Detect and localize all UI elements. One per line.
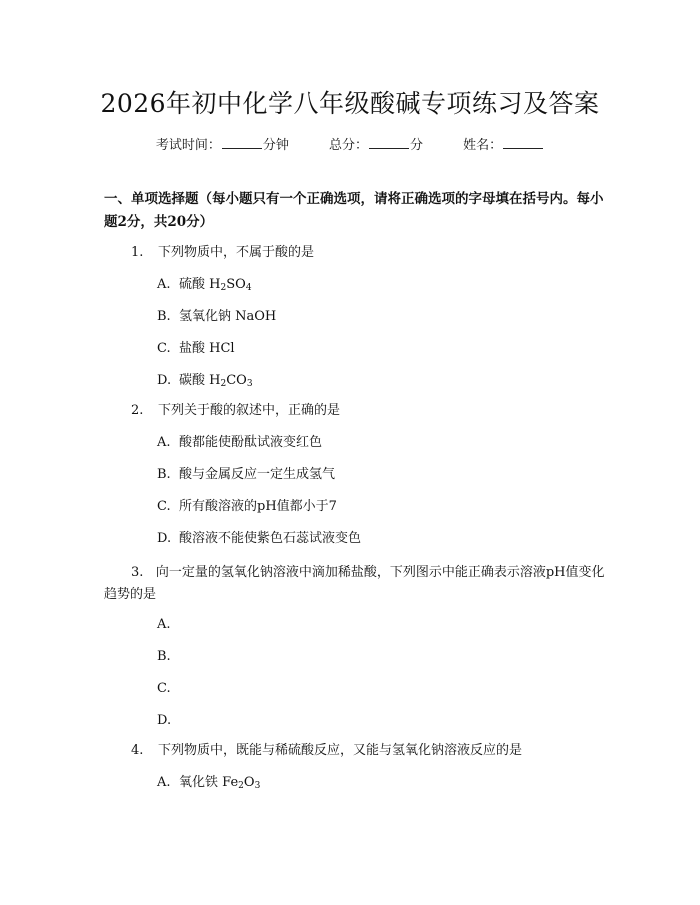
option-text: 所有酸溶液的pH值都小于7 bbox=[179, 499, 337, 514]
exam-meta-line bbox=[0, 134, 700, 153]
exam-time-unit: 分钟 bbox=[262, 138, 289, 153]
question-number: 2. bbox=[131, 403, 144, 418]
student-name-blank bbox=[503, 136, 543, 149]
total-score-field bbox=[329, 134, 423, 153]
total-score-label: 总分： bbox=[328, 138, 368, 153]
question-3 bbox=[104, 562, 614, 606]
question-2-option-a bbox=[157, 434, 322, 452]
question-3-option-c bbox=[157, 680, 179, 698]
question-3-option-d bbox=[157, 712, 179, 730]
question-3-option-a bbox=[157, 616, 179, 634]
option-text: 酸与金属反应一定生成氢气 bbox=[179, 467, 336, 482]
option-letter: B. bbox=[157, 467, 171, 482]
option-letter: D. bbox=[157, 713, 172, 728]
option-letter: B. bbox=[157, 649, 171, 664]
question-number: 4. bbox=[131, 743, 144, 758]
question-text: 下列关于酸的叙述中，正确的是 bbox=[158, 403, 341, 418]
option-letter: C. bbox=[157, 341, 171, 356]
exam-time-label: 考试时间： bbox=[155, 138, 221, 153]
question-2-option-c bbox=[157, 498, 337, 516]
option-text: 硫酸 bbox=[179, 277, 206, 292]
option-letter: A. bbox=[157, 277, 171, 292]
question-1-option-b bbox=[157, 308, 276, 326]
question-number-label: 3. bbox=[131, 565, 144, 580]
option-formula: $H_2CO_3$ bbox=[209, 373, 253, 389]
question-3-option-b bbox=[157, 648, 179, 666]
option-text: 碳酸 bbox=[179, 373, 206, 388]
total-score-unit: 分 bbox=[410, 138, 424, 153]
question-text: 下列物质中，不属于酸的是 bbox=[158, 245, 315, 260]
question-2-option-b bbox=[157, 466, 335, 484]
option-letter: C. bbox=[157, 681, 171, 696]
exam-time-blank bbox=[222, 136, 262, 149]
question-number: 1. bbox=[131, 245, 144, 260]
option-letter: D. bbox=[157, 531, 172, 546]
option-letter: C. bbox=[157, 499, 171, 514]
question-2-option-d bbox=[157, 530, 361, 548]
option-letter: A. bbox=[157, 617, 171, 632]
question-1 bbox=[131, 242, 611, 264]
page-title: 2026年初中化学八年级酸碱专项练习及答案 bbox=[100, 89, 600, 118]
question-text: 向一定量的氢氧化钠溶液中滴加稀盐酸，下列图示中能正确表示溶液pH值变化趋势的是 bbox=[104, 565, 605, 602]
question-2 bbox=[131, 400, 611, 422]
question-1-option-c bbox=[157, 340, 235, 358]
question-1-option-a bbox=[157, 276, 252, 297]
question-text: 下列物质中，既能与稀硫酸反应，又能与氢氧化钠溶液反应的是 bbox=[158, 743, 523, 758]
option-text: 盐酸 HCl bbox=[179, 341, 235, 356]
question-4-option-a bbox=[157, 774, 260, 795]
section-heading: 一、单项选择题（每小题只有一个正确选项，请将正确选项的字母填在括号内。每小题2分，共20分） bbox=[104, 191, 604, 230]
question-4 bbox=[131, 740, 611, 762]
option-text: 酸溶液不能使紫色石蕊试液变色 bbox=[179, 531, 362, 546]
student-name-field bbox=[463, 134, 544, 153]
total-score-blank bbox=[369, 136, 409, 149]
option-letter: A. bbox=[157, 435, 171, 450]
student-name-label: 姓名： bbox=[463, 138, 503, 153]
option-text: 酸都能使酚酞试液变红色 bbox=[179, 435, 323, 450]
option-formula: $Fe_2O_3$ bbox=[222, 775, 261, 791]
option-text: 氧化铁 bbox=[179, 775, 219, 790]
question-1-option-d bbox=[157, 372, 253, 393]
option-letter: A. bbox=[157, 775, 171, 790]
option-letter: D. bbox=[157, 373, 172, 388]
exam-time-field bbox=[156, 134, 289, 153]
option-letter: B. bbox=[157, 309, 171, 324]
option-text: 氢氧化钠 NaOH bbox=[179, 309, 277, 324]
option-formula: $H_2SO_4$ bbox=[209, 277, 252, 293]
